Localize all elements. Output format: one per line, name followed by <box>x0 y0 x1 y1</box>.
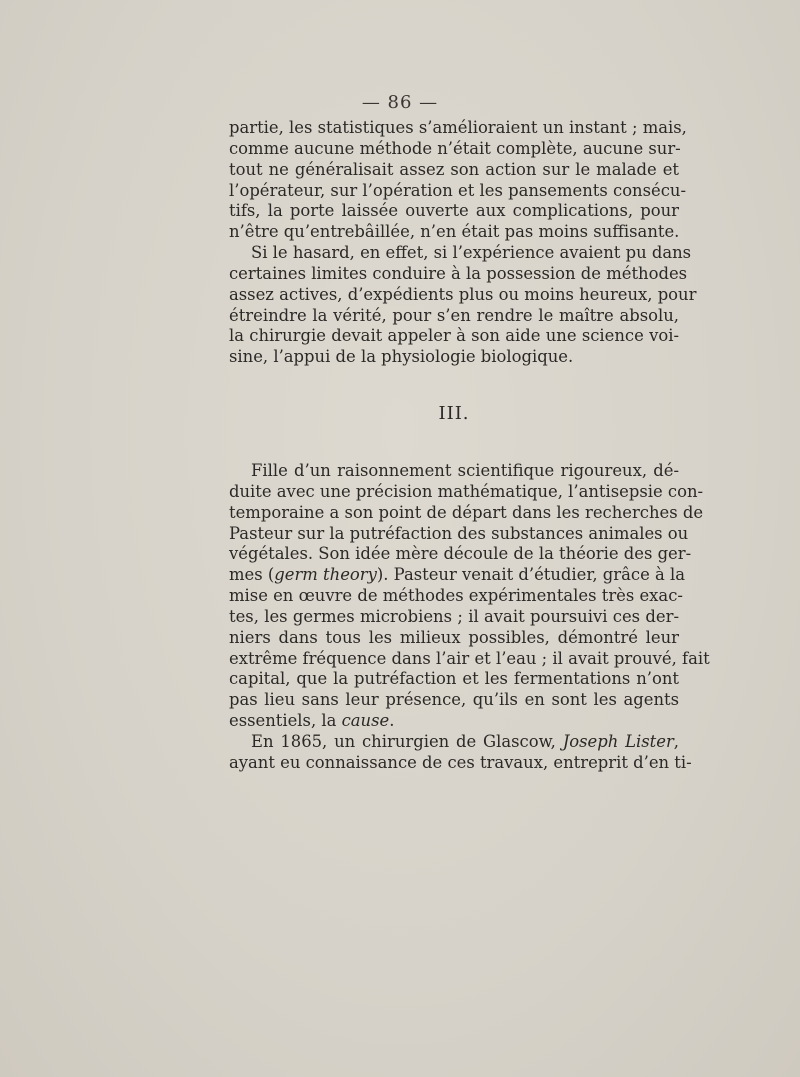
text-line: n’être qu’entrebâillée, n’en était pas moins suffisante. <box>229 222 680 242</box>
text-fragment: ). Pasteur venait d’étudier, grâce à la <box>376 565 685 585</box>
text-fragment: essentiels, la <box>229 711 342 731</box>
italic-name: Joseph Lister <box>562 731 674 751</box>
text-line: l’opérateur, sur l’opération et les pansements consécu- <box>229 180 687 200</box>
paragraph-1 <box>229 118 687 243</box>
text-line: Fille d’un raisonnement scientifique rigoureux, dé- <box>251 460 679 480</box>
text-fragment: , <box>673 731 679 751</box>
text-line: capital, que la putréfaction et les fermentations n’ont <box>229 669 679 689</box>
text-line: étreindre la vérité, pour s’en rendre le maître absolu, <box>229 305 679 325</box>
section-heading: III. <box>438 403 470 425</box>
text-line: sine, l’appui de la physiologie biologique. <box>229 347 574 367</box>
paragraph-3 <box>229 460 710 732</box>
text-line: niers dans tous les milieux possibles, démontré leur <box>229 627 679 647</box>
text-line: Si le hasard, en effet, si l’expérience avaient pu dans <box>251 243 692 263</box>
italic-term: cause <box>341 711 390 731</box>
text-line: tout ne généralisait assez son action sur le malade et <box>229 159 679 179</box>
text-fragment: mes ( <box>229 565 275 585</box>
paragraph-4 <box>229 731 692 774</box>
text-line: mise en œuvre de méthodes expérimentales très exac- <box>229 586 683 606</box>
paragraph-2 <box>229 243 697 368</box>
body-text <box>229 118 710 774</box>
text-line <box>229 732 679 753</box>
text-line <box>229 711 679 732</box>
text-line <box>229 565 685 586</box>
text-line: Pasteur sur la putréfaction des substances animales ou <box>229 523 689 543</box>
text-line: assez actives, d’expédients plus ou moins heureux, pour <box>229 284 697 304</box>
text-line: tes, les germes microbiens ; il avait poursuivi ces der- <box>229 606 679 626</box>
italic-term: germ theory <box>274 565 377 585</box>
text-line: extrême fréquence dans l’air et l’eau ; il avait prouvé, fait <box>229 648 710 668</box>
text-line: comme aucune méthode n’était complète, aucune sur- <box>229 138 681 158</box>
text-line: certaines limites conduire à la possession de méthodes <box>229 263 688 283</box>
text-line: partie, les statistiques s’amélioraient un instant ; mais, <box>229 118 687 137</box>
text-line: duite avec une précision mathématique, l’antisepsie con- <box>229 481 704 501</box>
text-line: pas lieu sans leur présence, qu’ils en sont les agents <box>229 690 679 710</box>
text-fragment: En 1865, un chirurgien de Glascow, <box>251 731 563 751</box>
text-line: la chirurgie devait appeler à son aide une science voi- <box>229 326 679 346</box>
page-number: — 86 — <box>361 92 439 113</box>
text-line: ayant eu connaissance de ces travaux, entreprit d’en ti- <box>229 752 692 772</box>
text-line: végétales. Son idée mère découle de la théorie des ger- <box>229 544 692 564</box>
text-line: tifs, la porte laissée ouverte aux complications, pour <box>229 201 679 221</box>
text-line: temporaine a son point de départ dans les recherches de <box>229 502 704 522</box>
text-fragment: . <box>389 711 395 731</box>
